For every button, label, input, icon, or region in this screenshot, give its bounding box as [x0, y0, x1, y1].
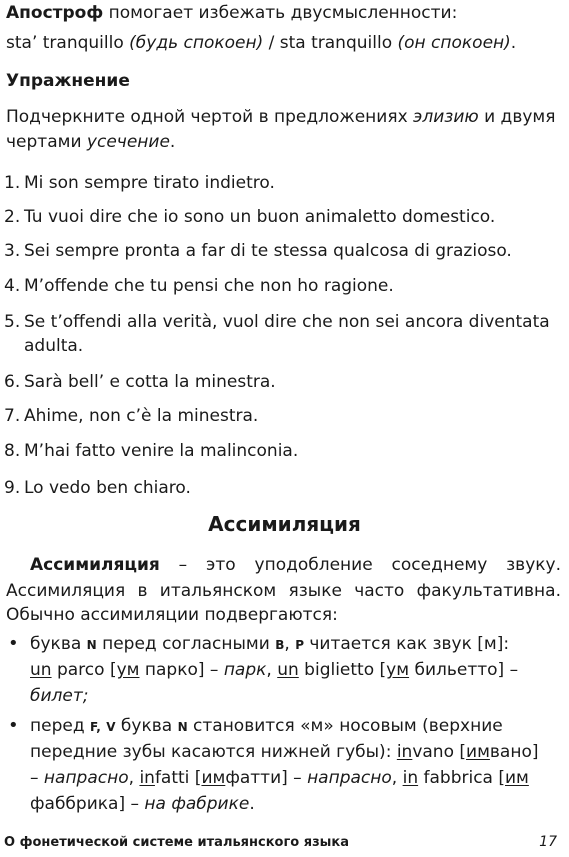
list-item	[4, 206, 561, 228]
b2-in3: in	[402, 768, 419, 788]
b2-fabbrika-ru: фаббрика] –	[30, 794, 145, 814]
b2-vano-ru: вано]	[489, 742, 539, 762]
bullet-2-line-3	[30, 767, 561, 789]
b2-a: перед	[30, 716, 90, 736]
b1-un2: un	[277, 660, 299, 680]
intro-rest: помогает избежать двусмысленности:	[103, 3, 458, 23]
instr-elision: элизию	[413, 107, 479, 127]
instr-dot: .	[169, 132, 176, 152]
assim-def: – это уподобление соседнему звуку.	[159, 555, 561, 575]
b1-bilietto: бильетто] –	[409, 660, 519, 680]
exercise-instruction-line-1	[6, 106, 561, 128]
bullet-1-line-1	[30, 633, 561, 656]
b2-fabbrica: fabbrica [	[418, 768, 505, 788]
assim-para-line-2: Ассимиляция в итальянском языке часто факультативна.	[6, 581, 561, 601]
term-assimilation: Ассимиляция	[30, 555, 160, 575]
page-number: 17	[539, 834, 557, 850]
b2-dash1: –	[30, 768, 44, 788]
item-text: Tu vuoi dire che io sono un buon animaletto domestico.	[24, 207, 496, 227]
letter-f: F,	[89, 720, 101, 734]
b1-c: читается как звук [м]:	[303, 634, 510, 654]
b1-park: парко] –	[139, 660, 224, 680]
list-item	[4, 405, 561, 427]
b2-comma1: ,	[128, 768, 140, 788]
b1-comma2: ,	[266, 660, 278, 680]
letter-b: B	[275, 638, 285, 652]
b1-park-tr: парк	[223, 660, 267, 680]
bullet-1-line-2	[30, 659, 561, 681]
bullet-2-line-2	[30, 741, 561, 763]
running-footer: О фонетической системе итальянского языка	[4, 835, 349, 850]
list-item	[4, 477, 561, 499]
bullet-2-line-4	[30, 793, 561, 815]
b2-c: становится «м» носовым (верхние	[187, 716, 503, 736]
letter-n: N	[86, 638, 97, 652]
b1-um1: ум	[116, 660, 140, 680]
bullet-2-line-1	[30, 715, 561, 738]
b2-in1: in	[396, 742, 413, 762]
b2-b: буква	[115, 716, 178, 736]
assim-para-line-1	[30, 554, 561, 576]
instr-truncation: усечение	[86, 132, 170, 152]
list-item	[4, 440, 561, 462]
apostrophe-example	[6, 32, 561, 54]
b2-im1: им	[466, 742, 490, 762]
b2-dot: .	[249, 794, 255, 814]
term-apostrophe: Апостроф	[6, 3, 104, 23]
instr-a: Подчеркните одной чертой в предложениях	[6, 107, 414, 127]
apostrophe-line	[6, 2, 561, 24]
exercise-heading: Упражнение	[6, 71, 130, 91]
example-dot: .	[510, 33, 517, 53]
instr-b: и двумя	[478, 107, 556, 127]
b2-im2: им	[201, 768, 226, 788]
b2-naprasno1: напрасно	[43, 768, 129, 788]
b2-naprasno2: напрасно	[307, 768, 392, 788]
list-item	[4, 275, 561, 297]
assim-para-line-3: Обычно ассимиляции подвергаются:	[6, 605, 338, 625]
example-1-translation: (будь спокоен)	[129, 33, 264, 53]
b2-in2: in	[139, 768, 155, 788]
b2-fatti: fatti [	[154, 768, 202, 788]
item-number: 5.	[4, 312, 21, 332]
example-1: sta’ tranquillo	[6, 33, 130, 53]
item-text: Ahime, non c’è la minestra.	[24, 406, 259, 426]
item-text: Mi son sempre tirato indietro.	[24, 173, 275, 193]
list-item	[4, 240, 561, 262]
item-number: 4.	[4, 276, 21, 296]
b2-vano: vano [	[412, 742, 467, 762]
bullet-1-line-3: билет;	[30, 686, 89, 706]
list-item	[4, 371, 561, 393]
item-number: 8.	[4, 441, 21, 461]
b1-a: буква	[30, 634, 87, 654]
b1-comma: ,	[284, 634, 296, 654]
b1-biglietto: biglietto [	[298, 660, 387, 680]
letter-v: V	[106, 720, 116, 734]
item-number: 1.	[4, 173, 21, 193]
b2-im3: им	[505, 768, 529, 788]
bullet-2: •	[8, 715, 19, 736]
exercise-instruction-line-2	[6, 131, 561, 153]
item-number: 9.	[4, 478, 21, 498]
b2-na-fabrike: на фабрике	[144, 794, 250, 814]
item-text: Sei sempre pronta a far di te stessa qualcosa di grazioso.	[24, 241, 512, 261]
example-separator: / sta tranquillo	[263, 33, 398, 53]
item-text: M’hai fatto venire la malinconia.	[24, 441, 299, 461]
letter-p: P	[295, 638, 304, 652]
list-item	[4, 172, 561, 194]
bullet-1: •	[8, 633, 19, 654]
b2-l2: передние зубы касаются нижней губы):	[30, 742, 397, 762]
instr-c: чертами	[6, 132, 87, 152]
item-text: Lo vedo ben chiaro.	[24, 478, 191, 498]
section-title: Ассимиляция	[208, 512, 361, 536]
b2-comma2: ,	[391, 768, 403, 788]
item-text: M’offende che tu pensi che non ho ragione.	[24, 276, 394, 296]
item-number: 2.	[4, 207, 21, 227]
b1-um2: ум	[386, 660, 410, 680]
item-text: Sarà bell’ e cotta la minestra.	[24, 372, 276, 392]
letter-n-2: N	[177, 720, 188, 734]
list-item	[4, 311, 561, 333]
b1-un1: un	[30, 660, 52, 680]
item-text: Se t’offendi alla verità, vuol dire che non sei ancora diventata	[24, 312, 550, 332]
b1-b: перед согласными	[96, 634, 276, 654]
item-number: 7.	[4, 406, 21, 426]
item-continuation: adulta.	[24, 336, 84, 356]
item-number: 3.	[4, 241, 21, 261]
item-number: 6.	[4, 372, 21, 392]
b1-parco: parco [	[51, 660, 117, 680]
b2-fatti-ru: фатти] –	[225, 768, 308, 788]
example-2-translation: (он спокоен)	[397, 33, 511, 53]
